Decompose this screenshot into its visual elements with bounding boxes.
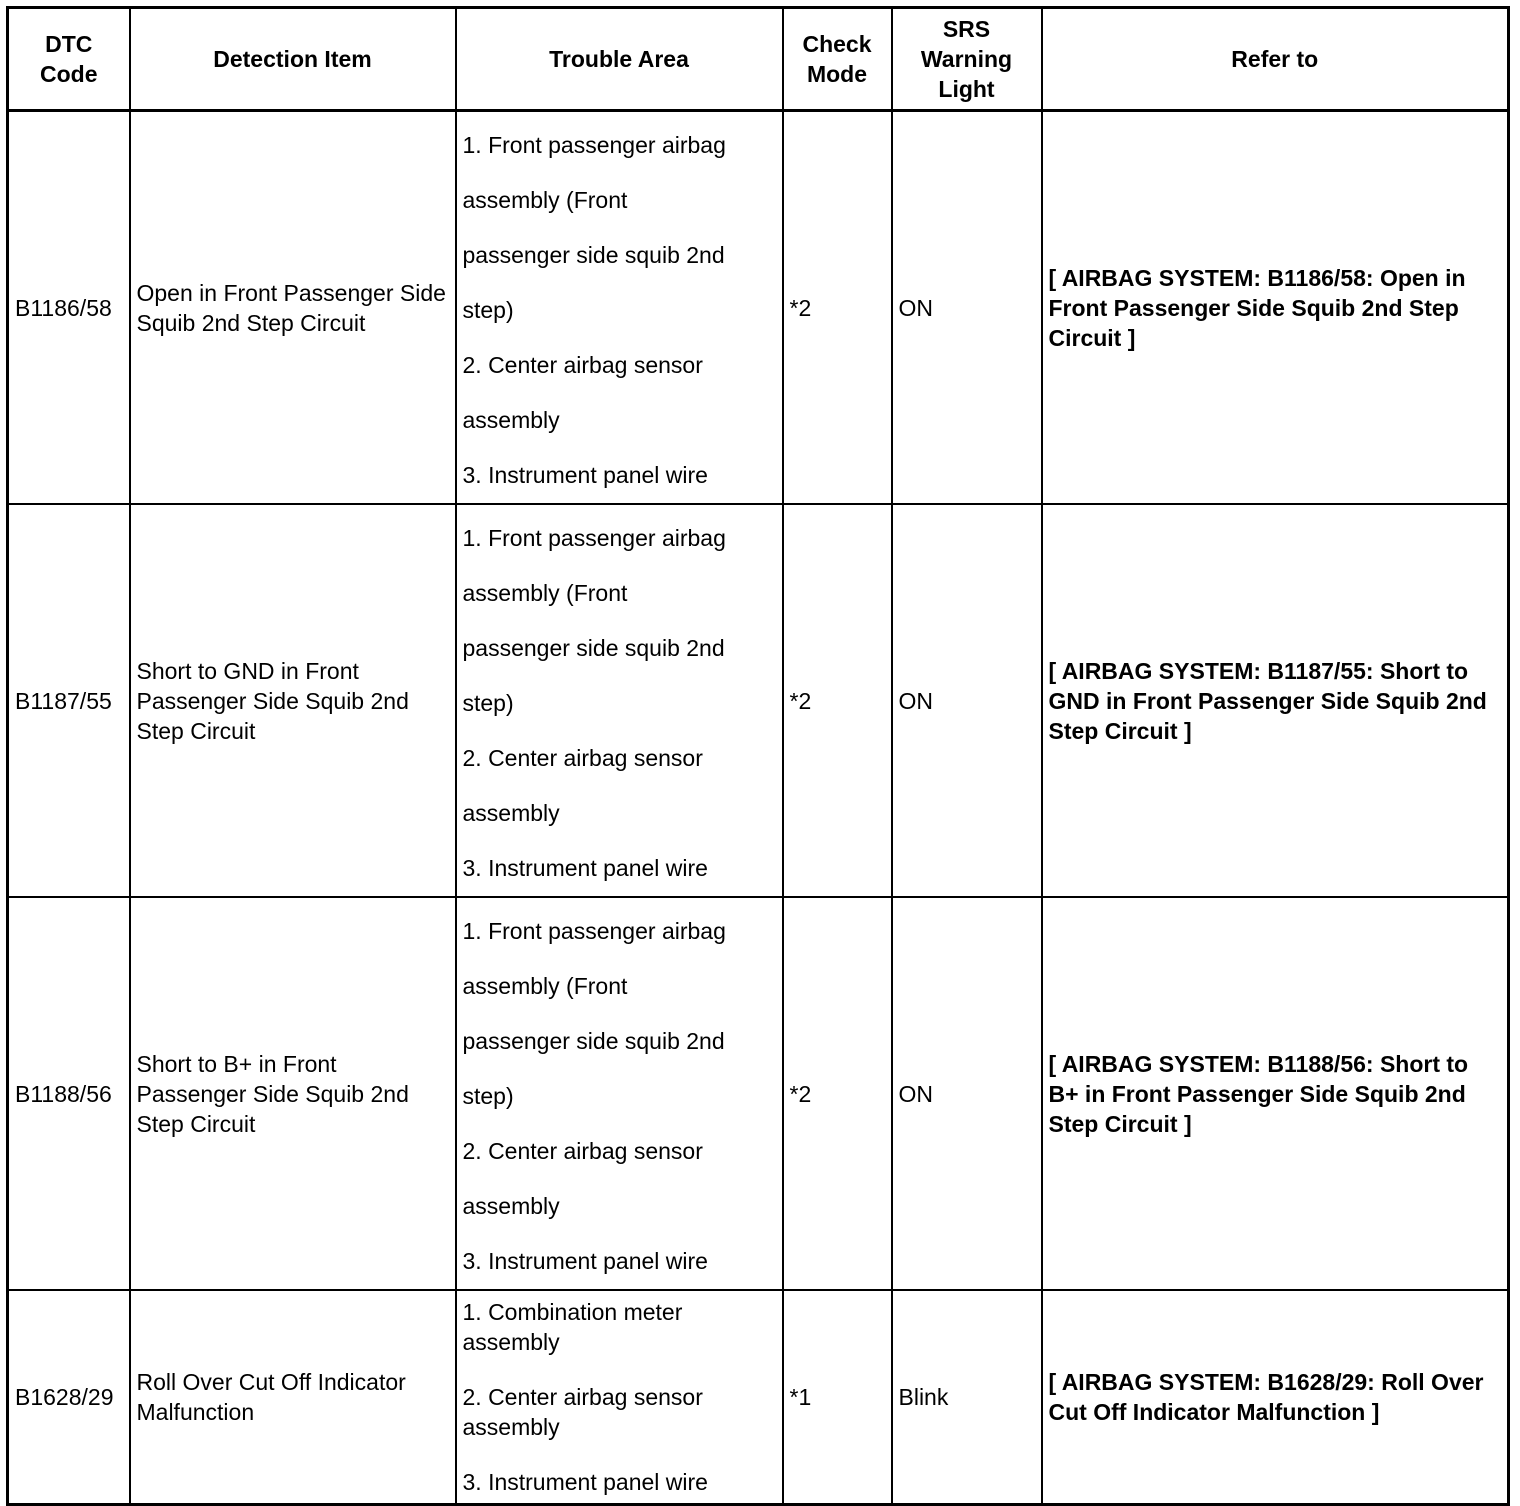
- trouble-area-line: assembly: [462, 1193, 560, 1219]
- table-header-row: [8, 8, 1509, 111]
- refer-to-link[interactable]: [ AIRBAG SYSTEM: B1188/56: Short to B+ in Front Passenger Side Squib 2nd Step Circuit ]: [1042, 897, 1509, 1290]
- trouble-area-line: 1. Front passenger airbag: [462, 918, 726, 944]
- detection-item-cell: Roll Over Cut Off Indicator Malfunction: [130, 1290, 456, 1504]
- trouble-area-line: 2. Center airbag sensor assembly: [462, 1384, 703, 1440]
- trouble-area-line: assembly: [462, 407, 560, 433]
- trouble-area-line: assembly (Front: [462, 973, 628, 999]
- trouble-area-line: assembly (Front: [462, 187, 628, 213]
- srs-warning-light-cell: Blink: [892, 1290, 1042, 1504]
- header-trouble-area: Trouble Area: [456, 8, 783, 111]
- trouble-area-line: passenger side squib 2nd: [462, 242, 725, 268]
- table-row: [8, 897, 1509, 1290]
- header-check-mode: Check Mode: [783, 8, 892, 111]
- check-mode-cell: *2: [783, 897, 892, 1290]
- table-row: [8, 504, 1509, 897]
- trouble-area-line: assembly: [462, 800, 560, 826]
- trouble-area-line: 1. Front passenger airbag: [462, 132, 726, 158]
- trouble-area-line: 2. Center airbag sensor: [462, 745, 703, 771]
- dtc-table: [6, 6, 1510, 1506]
- trouble-area-line: 1. Combination meter assembly: [462, 1299, 683, 1355]
- trouble-area-line: 2. Center airbag sensor: [462, 1138, 703, 1164]
- dtc-code-cell: B1188/56: [8, 897, 130, 1290]
- detection-item-cell: Short to GND in Front Passenger Side Squib 2nd Step Circuit: [130, 504, 456, 897]
- header-detection-item: Detection Item: [130, 8, 456, 111]
- srs-warning-light-cell: ON: [892, 897, 1042, 1290]
- check-mode-cell: *2: [783, 111, 892, 505]
- detection-item-cell: Open in Front Passenger Side Squib 2nd Step Circuit: [130, 111, 456, 505]
- refer-to-link[interactable]: [ AIRBAG SYSTEM: B1628/29: Roll Over Cut Off Indicator Malfunction ]: [1042, 1290, 1509, 1504]
- trouble-area-line: step): [462, 1083, 514, 1109]
- trouble-area-line: assembly (Front: [462, 580, 628, 606]
- dtc-code-cell: B1187/55: [8, 504, 130, 897]
- trouble-area-line: 3. Instrument panel wire: [462, 1248, 708, 1274]
- trouble-area-line: 3. Instrument panel wire: [462, 1469, 708, 1495]
- trouble-area-cell: [456, 504, 783, 897]
- trouble-area-line: passenger side squib 2nd: [462, 1028, 725, 1054]
- check-mode-cell: *1: [783, 1290, 892, 1504]
- trouble-area-line: 3. Instrument panel wire: [462, 462, 708, 488]
- refer-to-link[interactable]: [ AIRBAG SYSTEM: B1186/58: Open in Front Passenger Side Squib 2nd Step Circuit ]: [1042, 111, 1509, 505]
- dtc-code-cell: B1628/29: [8, 1290, 130, 1504]
- trouble-area-line: 2. Center airbag sensor: [462, 352, 703, 378]
- table-row: [8, 111, 1509, 505]
- trouble-area-cell: [456, 897, 783, 1290]
- srs-warning-light-cell: ON: [892, 504, 1042, 897]
- trouble-area-cell: [456, 111, 783, 505]
- trouble-area-line: 1. Front passenger airbag: [462, 525, 726, 551]
- srs-warning-light-cell: ON: [892, 111, 1042, 505]
- trouble-area-line: step): [462, 297, 514, 323]
- refer-to-link[interactable]: [ AIRBAG SYSTEM: B1187/55: Short to GND in Front Passenger Side Squib 2nd Step Circuit ]: [1042, 504, 1509, 897]
- header-srs-warning-light: SRS Warning Light: [892, 8, 1042, 111]
- trouble-area-line: passenger side squib 2nd: [462, 635, 725, 661]
- check-mode-cell: *2: [783, 504, 892, 897]
- detection-item-cell: Short to B+ in Front Passenger Side Squib 2nd Step Circuit: [130, 897, 456, 1290]
- dtc-code-cell: B1186/58: [8, 111, 130, 505]
- trouble-area-line: step): [462, 690, 514, 716]
- trouble-area-line: 3. Instrument panel wire: [462, 855, 708, 881]
- header-refer-to: Refer to: [1042, 8, 1509, 111]
- table-row: [8, 1290, 1509, 1504]
- trouble-area-cell: [456, 1290, 783, 1504]
- header-dtc-code: DTC Code: [8, 8, 130, 111]
